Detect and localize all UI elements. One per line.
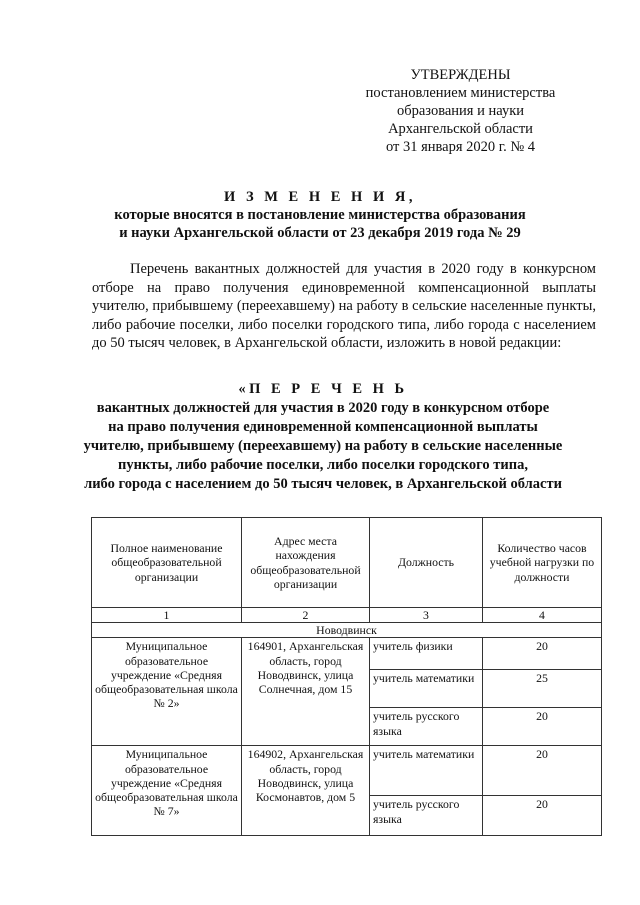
position-title: учитель физики [370, 638, 483, 670]
list-subtitle: на право получения единовременной компенсационной выплаты [108, 419, 538, 435]
intro-paragraph [92, 260, 596, 353]
list-subtitle: либо города с населением до 50 тысяч человек, в Архангельской области [84, 476, 562, 492]
town-row [92, 623, 602, 638]
position-title: учитель русского языка [370, 796, 483, 836]
position-hours: 20 [483, 708, 602, 746]
approval-line: УТВЕРЖДЕНЫ [410, 67, 511, 83]
header-hours: Количество часов учебной нагрузки по должности [483, 518, 602, 608]
position-hours: 20 [483, 638, 602, 670]
approval-line: образования и науки [396, 103, 524, 119]
intro-text: Перечень вакантных должностей для участия в 2020 году в конкурсном отборе на право получения единовременной компенсационной выплаты учителю, прибывшему (переехавшему) на работу в сельские населенные пункты, либо рабочие поселки, либо поселки городского типа, либо города с населением до 50 тысяч человек, в Архангельской области, изложить в новой редакции: [92, 261, 596, 352]
table-row [92, 746, 602, 796]
list-subtitle: вакантных должностей для участия в 2020 году в конкурсном отборе [96, 400, 550, 416]
changes-heading [60, 188, 580, 242]
header-address: Адрес места нахождения общеобразовательной организации [242, 518, 370, 608]
list-subtitle: пункты, либо рабочие поселки, либо поселки городского типа, [118, 457, 528, 473]
school-name: Муниципальное образовательное учреждение «Средняя общеобразовательная школа № 2» [92, 638, 242, 746]
column-number-row [92, 608, 602, 623]
list-heading [60, 380, 586, 494]
changes-subtitle: которые вносятся в постановление министерства образования [114, 207, 526, 223]
header-position: Должность [370, 518, 483, 608]
school-name: Муниципальное образовательное учреждение «Средняя общеобразовательная школа № 7» [92, 746, 242, 836]
changes-title: И З М Е Н Е Н И Я, [224, 189, 416, 205]
column-number: 1 [92, 608, 242, 623]
approval-date: от 31 января 2020 г. № 4 [385, 139, 536, 155]
approval-block [318, 66, 603, 156]
town-name: Новодвинск [92, 623, 602, 638]
approval-line: постановлением министерства [365, 85, 556, 101]
list-title: «П Е Р Е Ч Е Н Ь [238, 381, 408, 397]
vacancies-table [91, 517, 602, 836]
table-row [92, 638, 602, 670]
column-number: 2 [242, 608, 370, 623]
position-hours: 25 [483, 670, 602, 708]
position-title: учитель математики [370, 746, 483, 796]
position-hours: 20 [483, 796, 602, 836]
header-org: Полное наименование общеобразовательной организации [92, 518, 242, 608]
changes-subtitle: и науки Архангельской области от 23 декабря 2019 года № 29 [119, 225, 521, 241]
list-subtitle: учителю, прибывшему (переехавшему) на работу в сельские населенные [83, 438, 563, 454]
column-number: 4 [483, 608, 602, 623]
school-address: 164902, Архангельская область, город Новодвинск, улица Космонавтов, дом 5 [242, 746, 370, 836]
position-title: учитель математики [370, 670, 483, 708]
school-address: 164901, Архангельская область, город Новодвинск, улица Солнечная, дом 15 [242, 638, 370, 746]
approval-line: Архангельской области [388, 121, 533, 137]
column-number: 3 [370, 608, 483, 623]
position-hours: 20 [483, 746, 602, 796]
position-title: учитель русского языка [370, 708, 483, 746]
table-header-row [92, 518, 602, 608]
